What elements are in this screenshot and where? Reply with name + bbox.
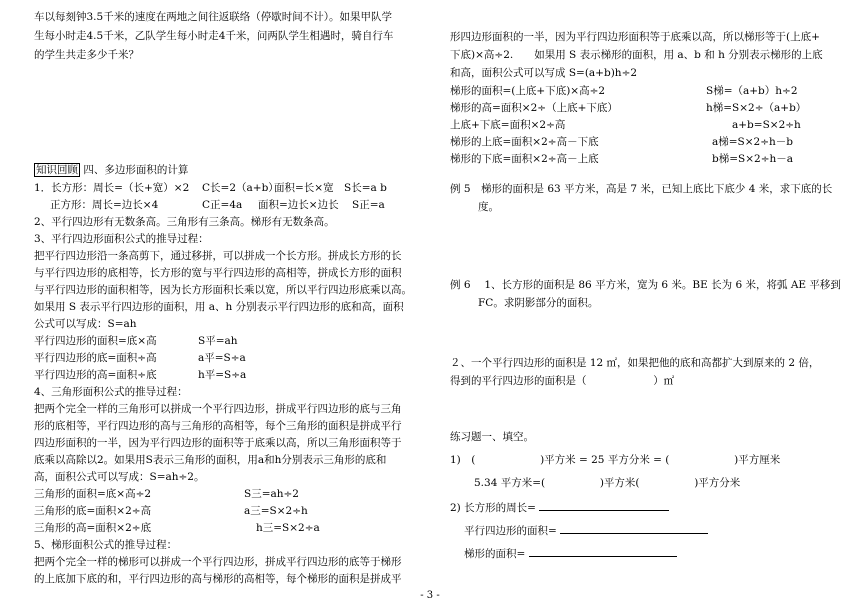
s3-para-line: 如果用 S 表示平行四边形的面积，用 a、h 分别表示平行四边形的底和高，面积 xyxy=(34,301,404,313)
formula-symbol: S平=ah xyxy=(198,335,238,347)
formula-text: 三角形的底=面积×2÷高 xyxy=(34,505,152,517)
q2-label: 梯形的面积= xyxy=(464,548,526,560)
formula-symbol: a梯=S×2÷h－b xyxy=(712,136,794,148)
formula-text: 平行四边形的高=面积÷底 xyxy=(34,369,157,381)
example-5-line: 例 5 梯形的面积是 63 平方米，高是 7 米，已知上底比下底少 4 米，求下底的长 xyxy=(450,183,833,195)
s3-formula xyxy=(34,368,247,382)
formula-symbol: h三=S×2÷a xyxy=(256,522,320,534)
page-number: - 3 - xyxy=(420,590,440,601)
q1-text: 1) ( xyxy=(450,454,476,466)
cont-para-line: 和高，面积公式可以写成 S=(a+b)h÷2 xyxy=(450,67,638,79)
formula-text: 梯形的高=面积×2÷（上底+下底） xyxy=(450,102,618,114)
formula-text: 平行四边形的底=面积÷高 xyxy=(34,352,157,364)
s4-para-line: 把两个完全一样的三角形可以拼成一个平行四边形，拼成平行四边形的底与三角 xyxy=(34,403,402,415)
formula-text: 梯形的上底=面积×2÷高－下底 xyxy=(450,136,599,148)
s3-formula xyxy=(34,351,246,365)
q1-text: )平方厘米 xyxy=(734,454,781,466)
example-5-line: 度。 xyxy=(478,201,499,213)
s5-para-line: 把两个完全一样的梯形可以拼成一个平行四边形，拼成平行四边形的底等于梯形 xyxy=(34,556,402,568)
s3-para-line: 公式可以写成：S=ah xyxy=(34,318,137,330)
s3-title: 3、平行四边形面积公式的推导过程： xyxy=(34,233,209,245)
q1-text: )平方米 = 25 平方分米 = ( xyxy=(540,454,670,466)
s3-para-line: 把平行四边形沿一条高剪下，通过移拼，可以拼成一个长方形。拼成长方形的长 xyxy=(34,250,402,262)
s4-formula xyxy=(34,521,320,535)
rect-area: 面积=长×宽 xyxy=(274,182,334,194)
formula-symbol: b梯=S×2÷h－a xyxy=(712,153,794,165)
q2-line xyxy=(450,545,677,561)
formula-text: 三角形的高=面积×2÷底 xyxy=(34,522,152,534)
s4-para-line: 形的底相等，平行四边形的高与三角形的高相等，每个三角形的面积是拼成平行 xyxy=(34,420,402,432)
s4-para-line: 四边形面积的一半，因为平行四边形的面积等于底乘以高，所以三角形面积等于 xyxy=(34,437,402,449)
example-6-2-line: ２、一个平行四边形的面积是 12 ㎡，如果把他的底和高都扩大到原来的 2 倍， xyxy=(450,357,820,369)
s2-line: 2、平行四边形有无数条高。三角形有三条高。梯形有无数条高。 xyxy=(34,216,335,228)
formula-text: 梯形的面积=(上底+下底)×高÷2 xyxy=(450,85,606,97)
answer-blank[interactable] xyxy=(560,522,708,534)
square-perimeter: 正方形：周长=边长×4 xyxy=(50,199,159,211)
example-6-line: FC。求阴影部分的面积。 xyxy=(478,297,599,309)
s3-formula xyxy=(34,334,238,348)
example-6-2-line xyxy=(450,374,674,388)
formula-symbol: S三=ah÷2 xyxy=(244,488,299,500)
square-area: 面积=边长×边长 xyxy=(258,199,339,211)
intro-line: 车以每刻钟3.5千米的速度在两地之间往返联络（停歇时间不计）。如果甲队学 xyxy=(34,11,392,23)
formula-symbol: a+b=S×2÷h xyxy=(732,119,801,131)
formula-text: 上底+下底=面积×2÷高 xyxy=(450,119,566,131)
square-formula-line xyxy=(34,198,385,212)
trap-formula xyxy=(450,152,794,166)
square-perimeter-symbol: C正=4a xyxy=(202,199,243,211)
s4-para-line: 高，面积公式可以写成：S=ah÷2。 xyxy=(34,471,205,483)
s4-formula xyxy=(34,504,308,518)
section-title: 四、多边形面积的计算 xyxy=(83,164,189,176)
section-heading xyxy=(34,163,188,177)
formula-symbol: h平=S÷a xyxy=(198,369,247,381)
q2-line xyxy=(450,499,669,515)
example-6-line: 例 6 1、长方形的面积是 86 平方米，宽为 6 米。BE 长为 6 米，将弧 AE 平移到 xyxy=(450,279,841,291)
q2-line xyxy=(450,522,708,538)
rect-perimeter: 1．长方形：周长=（长+宽）×2 xyxy=(34,182,190,194)
trap-formula xyxy=(450,101,807,115)
trap-formula xyxy=(450,135,794,149)
rect-area-symbol: S长=a b xyxy=(344,182,387,194)
formula-symbol: a平=S÷a xyxy=(198,352,246,364)
q1-line xyxy=(450,453,780,467)
formula-symbol: h梯=S×2÷（a+b） xyxy=(706,102,807,114)
answer-blank[interactable] xyxy=(539,499,669,511)
ex6-2-text: 得到的平行四边形的面积是（ xyxy=(450,375,587,387)
formula-symbol: a三=S×2÷h xyxy=(244,505,308,517)
q1-text: )平方米( xyxy=(599,477,640,489)
square-area-symbol: S正=a xyxy=(352,199,385,211)
q2-label: 平行四边形的面积= xyxy=(464,525,557,537)
formula-text: 三角形的面积=底×高÷2 xyxy=(34,488,152,500)
q1-text: 5.34 平方米=( xyxy=(474,477,546,489)
practice-title: 练习题一、填空。 xyxy=(450,431,534,443)
ex6-2-unit: ）㎡ xyxy=(653,375,675,387)
answer-blank[interactable] xyxy=(529,545,677,557)
s4-formula xyxy=(34,487,299,501)
cont-para-line: 形四边形面积的一半，因为平行四边形面积等于底乘以高，所以梯形等于(上底+ xyxy=(450,31,820,43)
intro-line: 的学生共走多少千米？ xyxy=(34,49,139,61)
s5-title: 5、梯形面积公式的推导过程： xyxy=(34,539,178,551)
s3-para-line: 与平行四边形的底相等，长方形的宽与平行四边形的高相等，拼成长方形的面积 xyxy=(34,267,402,279)
s4-title: 4、三角形面积公式的推导过程： xyxy=(34,386,188,398)
s5-para-line: 的上底加下底的和，平行四边形的高与梯形的高相等，每个梯形的面积是拼成平 xyxy=(34,573,402,585)
rect-perimeter-symbol: C长=2（a+b） xyxy=(202,182,279,194)
intro-line: 生每小时走4.5千米，乙队学生每小时走4千米，问两队学生相遇时，骑自行车 xyxy=(34,30,394,42)
s4-para-line: 底乘以高除以2。如果用S表示三角形的面积，用a和h分别表示三角形的底和 xyxy=(34,454,387,466)
cont-para-line: 下底)×高÷2. 如果用 S 表示梯形的面积，用 a、b 和 h 分别表示梯形的上底 xyxy=(450,49,823,61)
trap-formula xyxy=(450,84,798,98)
q1-text: )平方分米 xyxy=(694,477,741,489)
trap-formula xyxy=(450,118,801,132)
formula-text: 平行四边形的面积=底×高 xyxy=(34,335,157,347)
q2-label: 2) 长方形的周长= xyxy=(450,502,536,514)
q1-line xyxy=(450,476,740,490)
rect-formula-line xyxy=(34,181,387,195)
formula-symbol: S梯=（a+b）h÷2 xyxy=(706,85,798,97)
review-tag: 知识回顾 xyxy=(36,164,78,176)
s3-para-line: 与平行四边形的面积相等，因为长方形面积长乘以宽，所以平行四边形底乘以高。 xyxy=(34,284,412,296)
formula-text: 梯形的下底=面积×2÷高－上底 xyxy=(450,153,599,165)
